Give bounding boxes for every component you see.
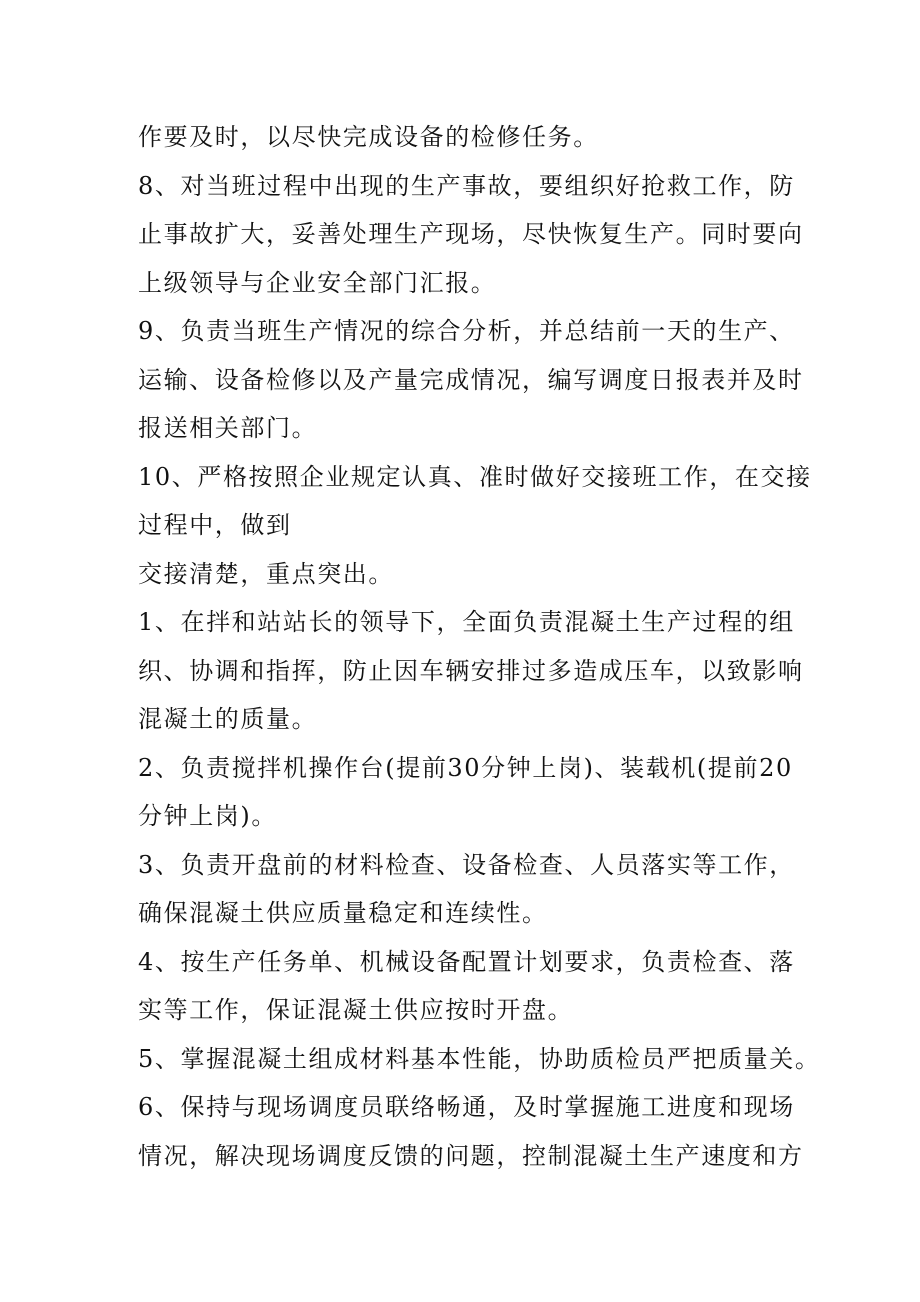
text-line: 织、协调和指挥，防止因车辆安排过多造成压车，以致影响 <box>138 656 804 685</box>
text-line: 9、负责当班生产情况的综合分析，并总结前一天的生产、 <box>138 317 795 345</box>
text-line: 作要及时，以尽快完成设备的检修任务。 <box>138 123 599 151</box>
document-body <box>138 113 821 1180</box>
text-line: 分钟上岗)。 <box>138 802 277 830</box>
text-line: 8、对当班过程中出现的生产事故，要组织好抢救工作，防 <box>138 171 795 200</box>
text-line: 报送相关部门。 <box>138 414 318 442</box>
text-line: 混凝土的质量。 <box>138 705 318 733</box>
text-line: 止事故扩大，妥善处理生产现场，尽快恢复生产。同时要向 <box>138 220 804 248</box>
text-line: 上级领导与企业安全部门汇报。 <box>138 268 497 297</box>
text-line: 运输、设备检修以及产量完成情况，编写调度日报表并及时 <box>138 365 804 394</box>
text-line: 6、保持与现场调度员联络畅通，及时掌握施工进度和现场 <box>138 1093 795 1121</box>
text-line: 交接清楚，重点突出。 <box>138 559 394 588</box>
text-line: 确保混凝土供应质量稳定和连续性。 <box>138 899 548 927</box>
text-line: 情况，解决现场调度反馈的问题，控制混凝土生产速度和方 <box>138 1141 804 1170</box>
text-line: 1、在拌和站站长的领导下，全面负责混凝土生产过程的组 <box>138 608 795 636</box>
text-line: 实等工作，保证混凝土供应按时开盘。 <box>138 996 574 1024</box>
text-line: 3、负责开盘前的材料检查、设备检查、人员落实等工作， <box>138 850 795 879</box>
text-line: 5、掌握混凝土组成材料基本性能，协助质检员严把质量关。 <box>138 1044 821 1073</box>
text-line: 4、按生产任务单、机械设备配置计划要求，负责检查、落 <box>138 947 795 976</box>
text-line: 10、严格按照企业规定认真、准时做好交接班工作，在交接 <box>138 462 812 491</box>
text-line: 2、负责搅拌机操作台(提前30分钟上岗)、装载机(提前20 <box>138 753 793 782</box>
text-line: 过程中，做到 <box>138 511 292 539</box>
